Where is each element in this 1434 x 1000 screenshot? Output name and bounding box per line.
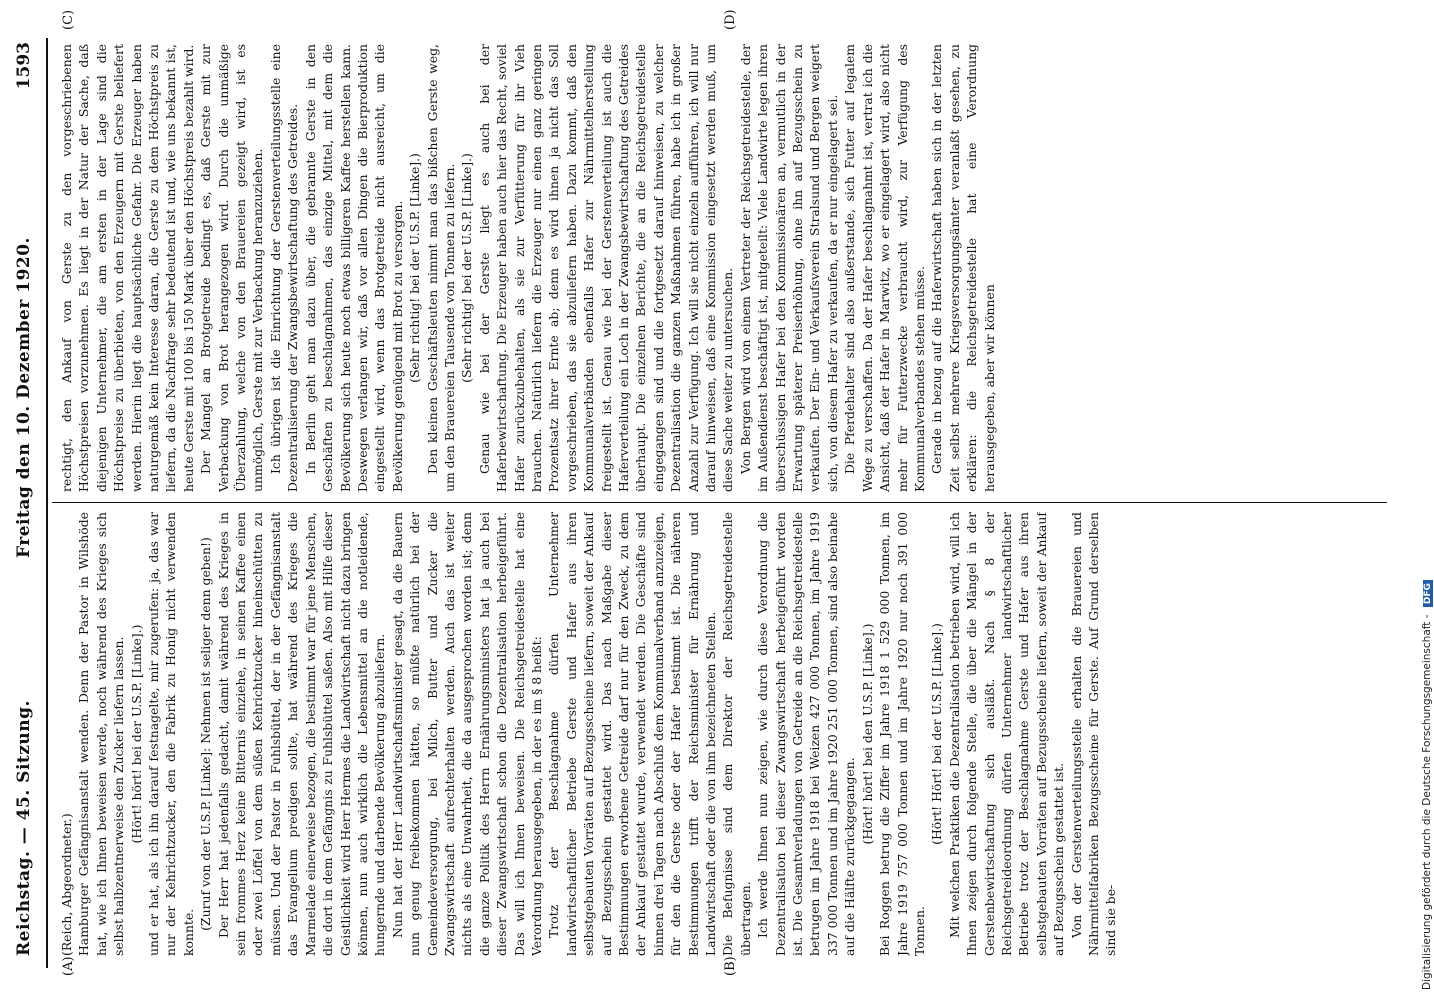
paragraph: Hamburger Gefängnisanstalt wenden. Denn der Pastor in Wilshöde hat, wie ich Ihnen beweisen werde, noch während des Krieges sich selbst halbzentnerweise den Zucker liefern lassen. bbox=[76, 512, 127, 956]
paragraph: Die Befugnisse sind dem Direktor der Reichsgetreidestelle übertragen. bbox=[720, 512, 753, 956]
header-rule bbox=[46, 38, 48, 968]
left-column bbox=[58, 512, 1388, 956]
paragraph: Nun hat der Herr Landwirtschaftsminister gesagt, da die Bauern nun genug freibekommen hätten, so müßte natürlich bei der Gemeindeversorgung, bei Milch, Butter und Zucker die Zwangswirtschaft aufrechterhalten werden. Auch das ist weiter nichts als eine Unwahrheit, die da ausgesprochen worden ist; denn die ganze Politik des Herrn Ernährungsministers hat ja auch bei dieser Zwangswirtschaft schon die Dezentralisation herbeigeführt. Das will ich Ihnen beweisen. Die Reichsgetreidestelle hat eine Verordnung herausgegeben, in der es im § 8 heißt: bbox=[389, 512, 544, 956]
interjection: (Sehr richtig! bei der U.S.P. [Linke].) bbox=[407, 153, 423, 383]
page-number: 1593 bbox=[14, 42, 34, 90]
digitization-stamp bbox=[1421, 580, 1433, 990]
paragraph: Bei Roggen betrug die Ziffer im Jahre 1918 1 529 000 Tonnen, im Jahre 1919 757 000 Tonnen und im Jahre 1920 nur noch 391 000 Tonnen. bbox=[877, 512, 927, 956]
paragraph: Die Pferdehalter sind also außerstande, sich Futter auf legalem Wege zu verschaffen. Da der Hafer beschlagnahmt ist, vertrat ich die Ansicht, daß der Hafer in Marwitz, wo er eingelagert wird, also nicht mehr für Futterzwecke verbraucht wird, zur Verfügung des Kommunalverbandes stehen müsse. bbox=[842, 44, 927, 492]
paragraph: Gerade in bezug auf die Haferwirtschaft haben sich in der letzten Zeit selbst mehrere Kriegsversorgungsämter veranlaßt gesehen, zu erklären: die Reichsgetreidestelle hat eine Verordnung herausgegeben, aber wir können bbox=[929, 44, 997, 492]
margin-mark-b: (B) bbox=[723, 956, 738, 976]
paragraph: Der Herr hat jedenfalls gedacht, damit während des Krieges in sein frommes Herz keine Bitternis einziehe, in seinen Kaffee einen oder zwei Löffel von dem süßen Kehrichtzucker hineinschütten zu müssen. Und der Pastor in Fuhlsbüttel, der in der Gefängnisanstalt das Evangelium predigen sollte, hat während des Krieges die Marmelade einerweise bezogen, die bestimmt war für jene Menschen, die dort in dem Gefängnis zu Fuhlsbüttel saßen. Also mit Hilfe dieser Geistlichkeit wird Herr Hermes die Landwirtschaft nicht dazu bringen können, nun auch wirklich die Lebensmittel an die notleidende, hungernde und darbende Bevölkerung abzuliefern. bbox=[215, 512, 388, 956]
header-date: Freitag den 10. Dezember 1920. bbox=[14, 237, 34, 558]
margin-mark-c: (C) bbox=[61, 9, 76, 30]
stamp-text: Digitalisierung gefördert durch die Deutsche Forschungsgemeinschaft - bbox=[1421, 614, 1433, 990]
paragraph: Von Bergen wird von einem Vertreter der Reichsgetreidestelle, der im Außendienst beschäftigt ist, mitgeteilt: Viele Landwirte legen ihren überschüssigen Hafer bei den Kommissionären an, vermutlich in der Erwartung späterer Preiserhöhung, ohne ihn auf Bezugsschein zu verkaufen. Der Ein- und Verkaufsverein Stralsund und Bergen weigert sich, von diesem Hafer zu verkaufen, da er nur eingelagert sei. bbox=[737, 44, 840, 492]
interjection: (Hört! hört! bei den U.S.P. [Linke].) bbox=[859, 623, 875, 845]
paragraph: Von der Gerstenverteilungsstelle erhalten die Brauereien und Nährmittelfabriken Bezugsscheine für Gerste. Auf Grund derselben sind sie be- bbox=[1068, 512, 1119, 956]
paragraph: und er hat, als ich ihn darauf festnagelte, mir zugerufen: ja, das war nur der Kehrichtzucker, den die Fabrik zu Honig nicht verwenden konnte. bbox=[146, 512, 196, 956]
margin-mark-a: (A) bbox=[61, 956, 76, 976]
paragraph: Mit welchen Praktiken die Dezentralisation betrieben wird, will ich Ihnen zeigen durch folgende Stelle, die über die Mängel in der Gerstenbewirtschaftung sich ausläßt. Nach § 8 der Reichsgetreideordnung dürfen Unternehmer landwirtschaftlicher Betriebe trotz der Beschlagnahme Gerste und Hafer aus ihren selbstgebauten Vorräten auf Bezugsscheine liefern, soweit der Ankauf auf Bezugsschein gestattet ist. bbox=[946, 512, 1067, 956]
paragraph: Den kleinen Geschäftsleuten nimmt man das bißchen Gerste weg, um den Brauereien Tausende von Tonnen zu liefern. bbox=[424, 44, 457, 492]
interjection: (Sehr richtig! bei der U.S.P. [Linke].) bbox=[459, 153, 475, 383]
dfg-logo: DFG bbox=[1423, 580, 1433, 607]
paragraph: In Berlin geht man dazu über, die gebrannte Gerste in den Geschäften zu beschlagnahmen, das einzige Mittel, mit dem die Bevölkerung sich heute noch etwas billigeren Kaffee herstellen kann. Deswegen verlangen wir, daß vor allen Dingen die Bierproduktion eingestellt wird, wenn das Brotgetreide nicht ausreicht, um die Bevölkerung genügend mit Brot zu versorgen. bbox=[302, 44, 405, 492]
paragraph: Ich übrigen ist die Einrichtung der Gerstenverteilungsstelle eine Dezentralisierung der Zwangsbewirtschaftung des Getreides. bbox=[267, 44, 301, 492]
paragraph: rechtigt, den Ankauf von Gerste zu den vorgeschriebenen Höchstpreisen vorzunehmen. Es liegt in der Natur der Sache, daß diejenigen Unternehmer, die am ersten in der Lage sind die Höchstpreise zu überbieten, von den Erzeugern mit Gerste beliefert werden. Hierin liegt die hauptsächliche Gefahr. Die Erzeuger haben naturgemäß kein Interesse daran, die Gerste zu dem Höchstpreis zu liefern, da die Nachfrage sehr bedeutend ist und, wie uns bekannt ist, heute Gerste mit 100 bis 150 Mark über den Höchstpreis bezahlt wird. bbox=[59, 44, 196, 492]
interjection: (Hört! Hört! bei der U.S.P. [Linke].) bbox=[929, 623, 945, 845]
header-left: Reichstag. — 45. Sitzung. bbox=[14, 700, 34, 956]
quotation: Trotz der Beschlagnahme dürfen Unternehmer landwirtschaftlicher Betriebe Gerste und Hafer aus ihren selbstgebauten Vorräten auf Bezugsscheine liefern, soweit der Ankauf auf Bezugsschein gestattet wird. Das nach Maßgabe dieser Bestimmungen erworbene Getreide darf nur für den Zweck, zu dem der Ankauf gestattet wurde, verwendet werden. Die Geschäfte sind binnen drei Tagen nach Abschluß dem Kommunalverband anzuzeigen, für den die Gerste oder der Hafer bestimmt ist. Die näheren Bestimmungen trifft der Reichsminister für Ernährung und Landwirtschaft oder die von ihm bezeichneten Stellen. bbox=[546, 512, 719, 956]
column-divider bbox=[52, 502, 1387, 503]
speaker-note: (Reich, Abgeordneter.) bbox=[59, 813, 74, 956]
paragraph: Genau wie bei der Gerste liegt es auch bei der Haferbewirtschaftung. Die Erzeuger haben auch hier das Recht, soviel Hafer zurückzubehalten, als sie zur Verfütterung für ihr Vieh brauchen. Natürlich liefern die Erzeuger nur einen ganz geringen Prozentsatz ihrer Ernte ab; denn es wird ihnen ja nicht das Soll vorgeschrieben, das sie abzuliefern haben. Dazu kommt, daß den Kommunalverbänden ebenfalls Hafer zur Nährmittelherstellung freigestellt ist. Genau wie bei der Gerstenverteilung ist auch die Haferverteilung ein Loch in der Zwangsbewirtschaftung des Getreides überhaupt. Die einzelnen Berichte, die an die Reichsgetreidestelle eingegangen sind und die fortgesetzt darauf hinweisen, zu welcher Dezentralisation die ganzen Maßnahmen führen, habe ich in großer Anzahl zur Verfügung. Ich will sie nicht einzeln aufführen, ich will nur darauf hinweisen, daß eine Kommission eingesetzt werden muß, um diese Sache weiter zu untersuchen. bbox=[476, 44, 736, 492]
paragraph: Ich werde Ihnen nun zeigen, wie durch diese Verordnung die Dezentralisation bei dieser Zwangswirtschaft herbeigeführt worden ist. Die Gesamtverladungen von Getreide an die Reichsgetreidestelle betrugen im Jahre 1918 bei Weizen 427 000 Tonnen, im Jahre 1919 337 000 Tonnen und im Jahre 1920 251 000 Tonnen, sind also beinahe auf die Hälfte zurückgegangen. bbox=[755, 512, 858, 956]
paragraph: Der Mangel an Brotgetreide bedingt es, daß Gerste mit zur Verbackung von Brot herangezogen wird. Durch die unmäßige Überzahlung, welche von den Brauereien gezeigt wird, ist es unmöglich, Gerste mit zur Verbackung heranzuziehen. bbox=[198, 44, 266, 492]
interjection: (Hört! hört! bei der U.S.P. [Linke].) bbox=[128, 624, 144, 844]
right-column bbox=[58, 44, 1388, 492]
margin-mark-d: (D) bbox=[723, 9, 738, 30]
interjection: (Zuruf von der U.S.P. [Linke]: Nehmen ist seliger denn geben!) bbox=[198, 537, 214, 931]
